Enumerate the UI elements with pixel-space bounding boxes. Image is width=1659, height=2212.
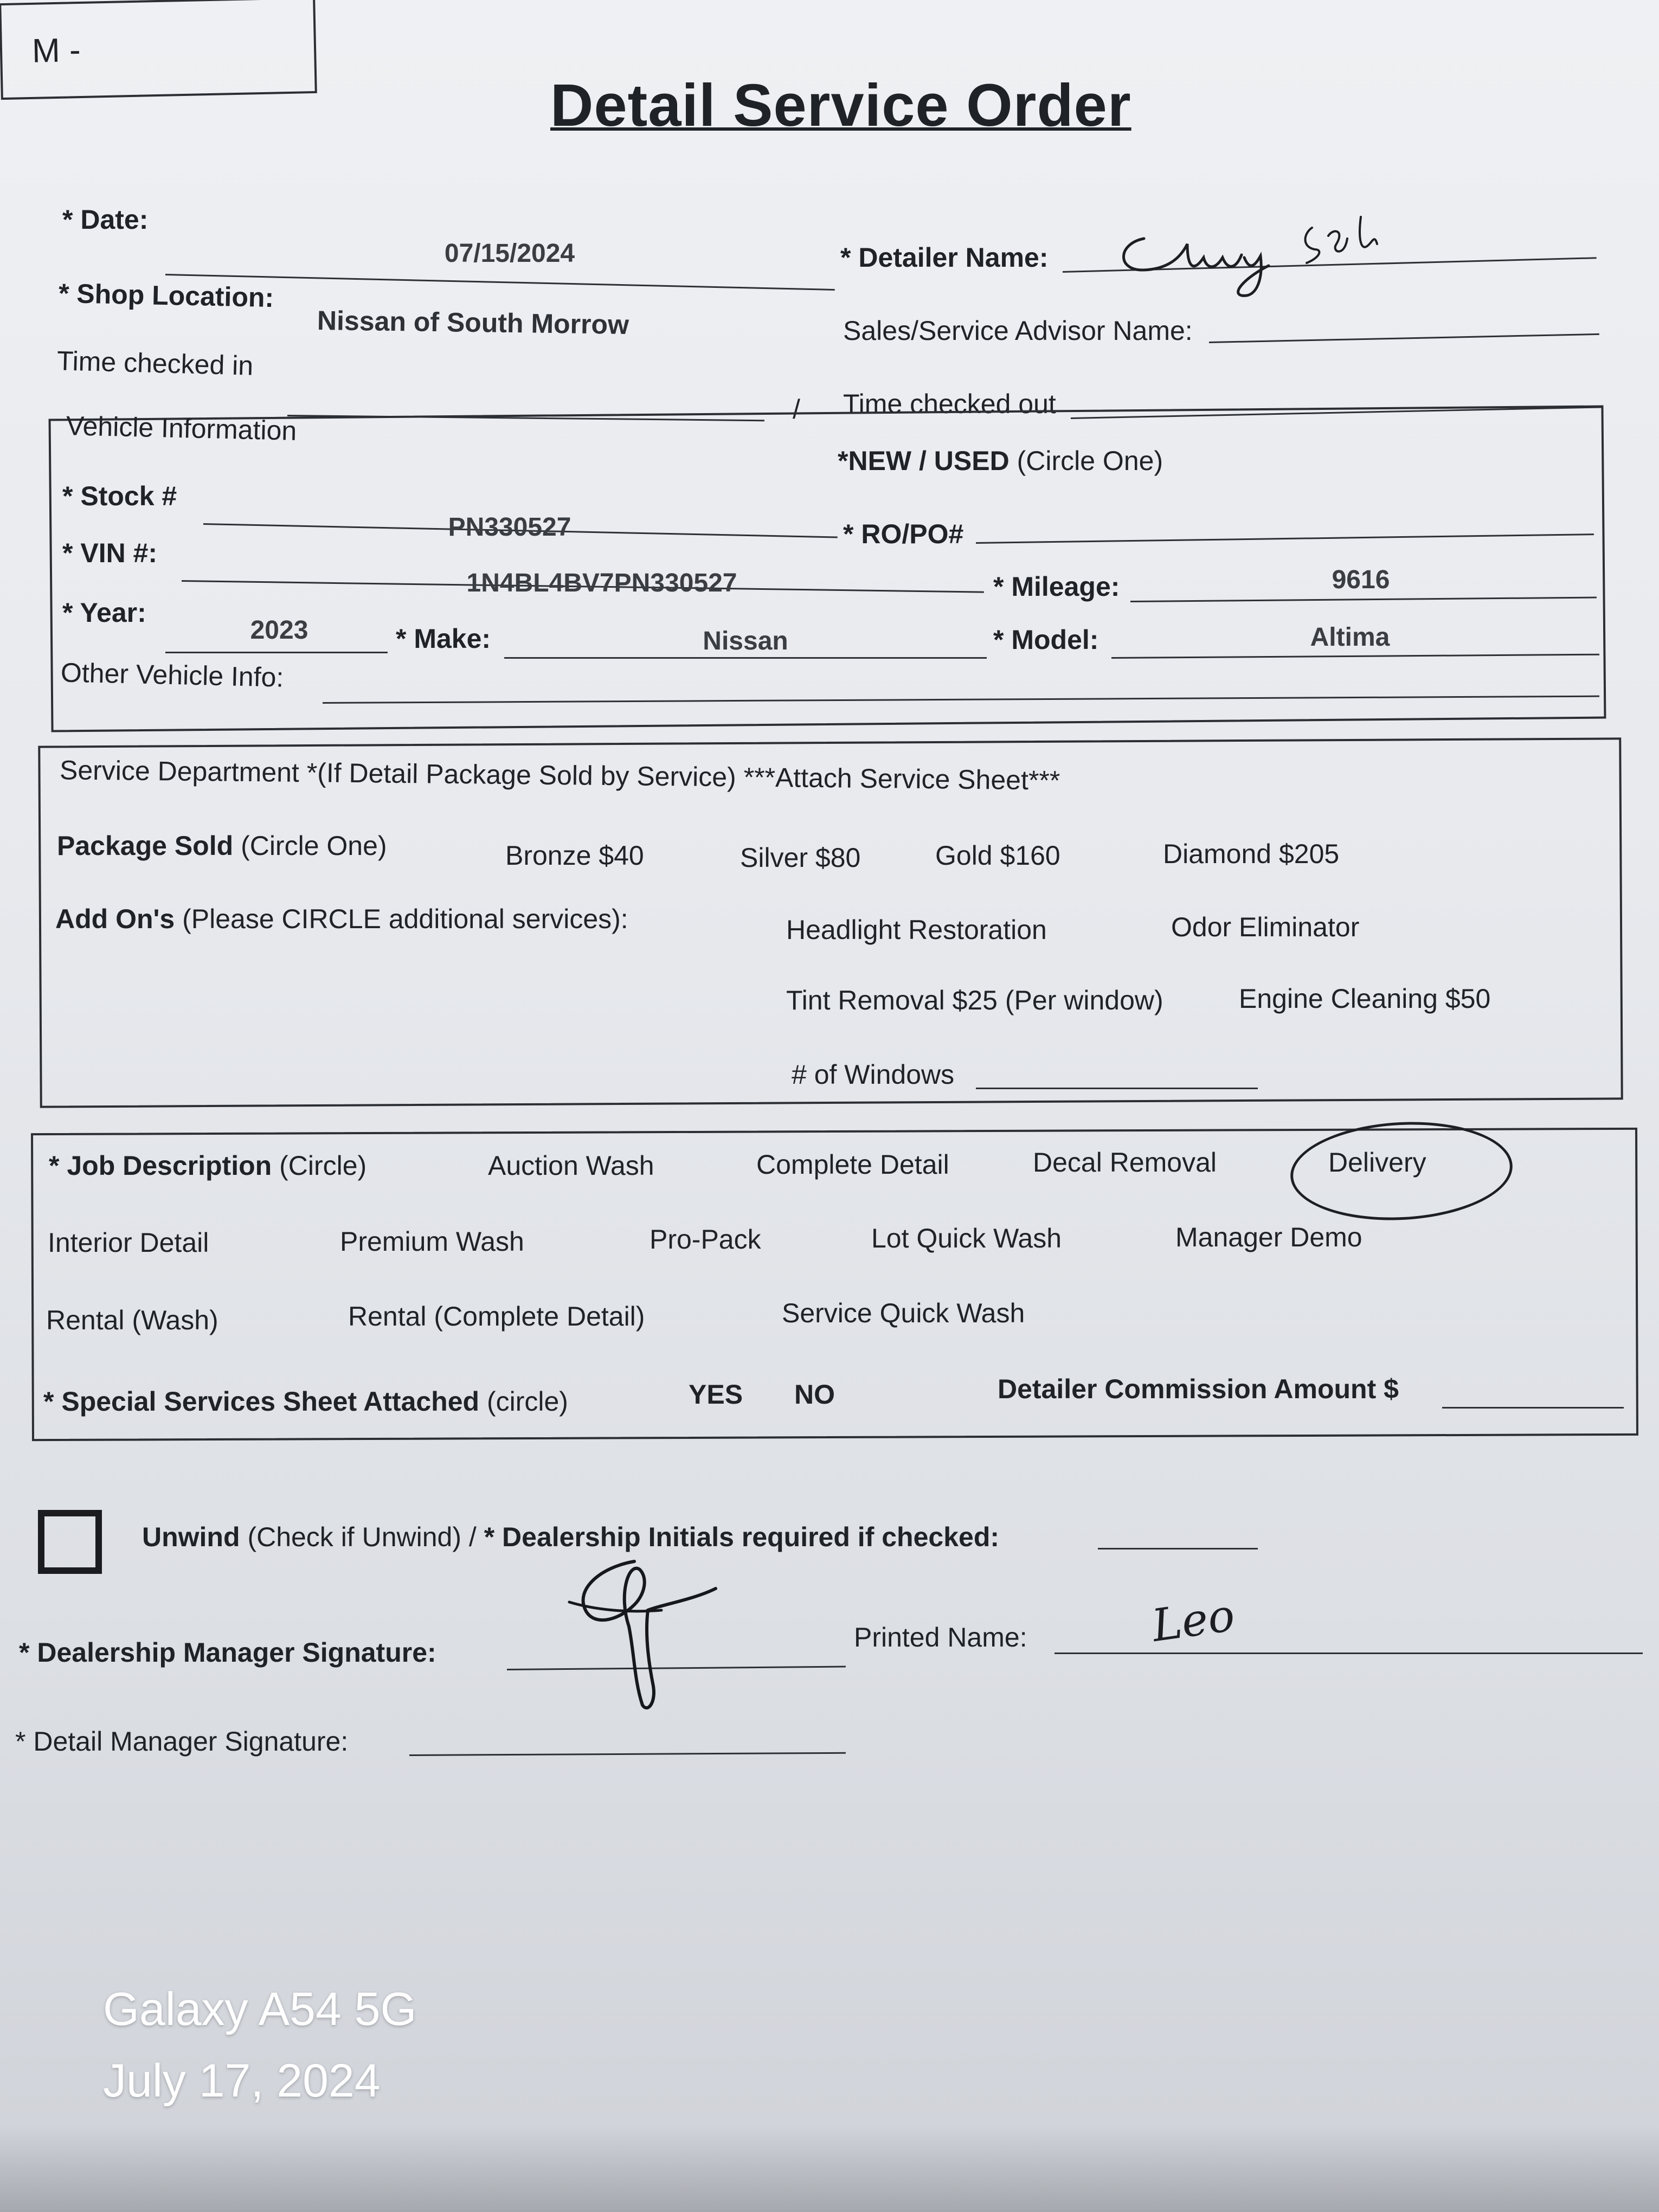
unwind-initials-line bbox=[1098, 1548, 1258, 1549]
dealer-manager-signature bbox=[553, 1551, 732, 1719]
job-option-rental-complete-detail[interactable]: Rental (Complete Detail) bbox=[348, 1301, 645, 1332]
detailer-name-label: * Detailer Name: bbox=[840, 242, 1049, 273]
ro-po-label: * RO/PO# bbox=[843, 519, 964, 549]
package-sold-label: Package Sold bbox=[57, 831, 234, 861]
addon-odor-eliminator[interactable]: Odor Eliminator bbox=[1171, 912, 1360, 942]
special-services-no[interactable]: NO bbox=[794, 1379, 835, 1410]
special-services-instruction: (circle) bbox=[486, 1386, 568, 1417]
service-dept-header: Service Department *(If Detail Package Sold by Service) ***Attach Service Sheet*** bbox=[59, 755, 1060, 796]
date-label: * Date: bbox=[62, 204, 149, 235]
make-value: Nissan bbox=[703, 627, 788, 655]
detail-manager-signature-line bbox=[409, 1752, 846, 1756]
unwind-label: Unwind bbox=[142, 1522, 240, 1552]
job-description-label: * Job Description bbox=[49, 1150, 272, 1181]
job-description-field bbox=[49, 1149, 366, 1182]
job-option-pro-pack[interactable]: Pro-Pack bbox=[650, 1224, 761, 1255]
year-line bbox=[165, 652, 388, 653]
camera-watermark bbox=[103, 1973, 416, 2117]
time-in-label: Time checked in bbox=[56, 345, 254, 381]
addon-headlight-restoration[interactable]: Headlight Restoration bbox=[786, 915, 1047, 945]
camera-device-name: Galaxy A54 5G bbox=[103, 1983, 417, 2035]
model-label: * Model: bbox=[993, 625, 1099, 655]
job-option-manager-demo[interactable]: Manager Demo bbox=[1175, 1222, 1362, 1252]
advisor-label: Sales/Service Advisor Name: bbox=[843, 316, 1193, 346]
add-ons-field bbox=[55, 903, 628, 935]
detailer-signature bbox=[1106, 206, 1410, 304]
job-description-instruction: (Circle) bbox=[279, 1150, 367, 1181]
unwind-initials-label: * Dealership Initials required if checked: bbox=[484, 1522, 1000, 1552]
new-used-label: *NEW / USED bbox=[838, 446, 1009, 476]
job-option-delivery[interactable]: Delivery bbox=[1328, 1147, 1426, 1178]
mileage-value: 9616 bbox=[1332, 565, 1390, 594]
printed-name-value: Leo bbox=[1149, 1589, 1238, 1652]
make-label: * Make: bbox=[396, 623, 491, 654]
addon-engine-cleaning[interactable]: Engine Cleaning $50 bbox=[1239, 983, 1491, 1014]
form-title: Detail Service Order bbox=[550, 72, 1131, 139]
addon-tint-removal[interactable]: Tint Removal $25 (Per window) bbox=[786, 985, 1163, 1015]
other-vehicle-label: Other Vehicle Info: bbox=[60, 657, 284, 693]
job-option-decal-removal[interactable]: Decal Removal bbox=[1033, 1147, 1217, 1178]
advisor-line bbox=[1209, 333, 1599, 343]
package-option-gold[interactable]: Gold $160 bbox=[935, 840, 1060, 871]
new-used-instruction: (Circle One) bbox=[1017, 446, 1163, 476]
m-number-box bbox=[0, 0, 317, 100]
printed-name-label: Printed Name: bbox=[854, 1622, 1027, 1652]
commission-label: Detailer Commission Amount $ bbox=[998, 1374, 1399, 1404]
vin-label: * VIN #: bbox=[62, 538, 158, 568]
job-option-interior-detail[interactable]: Interior Detail bbox=[48, 1227, 209, 1258]
vehicle-info-label: Vehicle Information bbox=[66, 410, 297, 446]
shop-location-value: Nissan of South Morrow bbox=[317, 305, 629, 340]
add-ons-instruction: (Please CIRCLE additional services): bbox=[182, 904, 628, 934]
stock-label: * Stock # bbox=[62, 481, 177, 511]
shop-location-label: * Shop Location: bbox=[58, 278, 274, 313]
new-used-field bbox=[838, 445, 1163, 477]
add-ons-label: Add On's bbox=[55, 904, 175, 934]
windows-count-line bbox=[976, 1088, 1258, 1089]
printed-name-line bbox=[1054, 1652, 1643, 1654]
photo-shadow bbox=[0, 2125, 1659, 2212]
job-option-rental-wash[interactable]: Rental (Wash) bbox=[46, 1305, 218, 1335]
commission-line bbox=[1442, 1407, 1624, 1409]
special-services-field bbox=[43, 1385, 568, 1418]
stock-value: PN330527 bbox=[448, 513, 571, 542]
date-value: 07/15/2024 bbox=[444, 239, 575, 268]
special-services-label: * Special Services Sheet Attached bbox=[43, 1386, 480, 1417]
unwind-field bbox=[142, 1521, 999, 1553]
make-line bbox=[504, 657, 987, 659]
package-option-diamond[interactable]: Diamond $205 bbox=[1163, 839, 1340, 869]
time-out-label: Time checked out bbox=[843, 389, 1056, 419]
package-sold-instruction: (Circle One) bbox=[241, 831, 387, 861]
job-option-complete-detail[interactable]: Complete Detail bbox=[756, 1149, 949, 1180]
detail-manager-signature-label: * Detail Manager Signature: bbox=[15, 1726, 349, 1757]
year-label: * Year: bbox=[62, 597, 146, 628]
time-separator: / bbox=[793, 394, 800, 425]
package-sold-field bbox=[57, 829, 387, 862]
package-option-silver[interactable]: Silver $80 bbox=[740, 843, 861, 873]
job-option-auction-wash[interactable]: Auction Wash bbox=[488, 1150, 654, 1181]
job-option-service-quick-wash[interactable]: Service Quick Wash bbox=[782, 1298, 1025, 1328]
dealer-manager-signature-label: * Dealership Manager Signature: bbox=[19, 1637, 436, 1668]
vin-value: 1N4BL4BV7PN330527 bbox=[466, 569, 737, 597]
unwind-instruction: (Check if Unwind) / bbox=[247, 1522, 477, 1552]
package-option-bronze[interactable]: Bronze $40 bbox=[505, 840, 644, 871]
unwind-checkbox[interactable] bbox=[38, 1510, 102, 1574]
job-option-lot-quick-wash[interactable]: Lot Quick Wash bbox=[871, 1223, 1062, 1253]
model-value: Altima bbox=[1310, 623, 1390, 652]
year-value: 2023 bbox=[250, 616, 308, 645]
special-services-yes[interactable]: YES bbox=[689, 1379, 743, 1410]
mileage-label: * Mileage: bbox=[993, 571, 1120, 602]
job-option-premium-wash[interactable]: Premium Wash bbox=[340, 1226, 524, 1257]
camera-capture-date: July 17, 2024 bbox=[103, 2055, 381, 2107]
windows-count-label: # of Windows bbox=[792, 1059, 955, 1090]
m-number-label: M - bbox=[31, 31, 81, 70]
